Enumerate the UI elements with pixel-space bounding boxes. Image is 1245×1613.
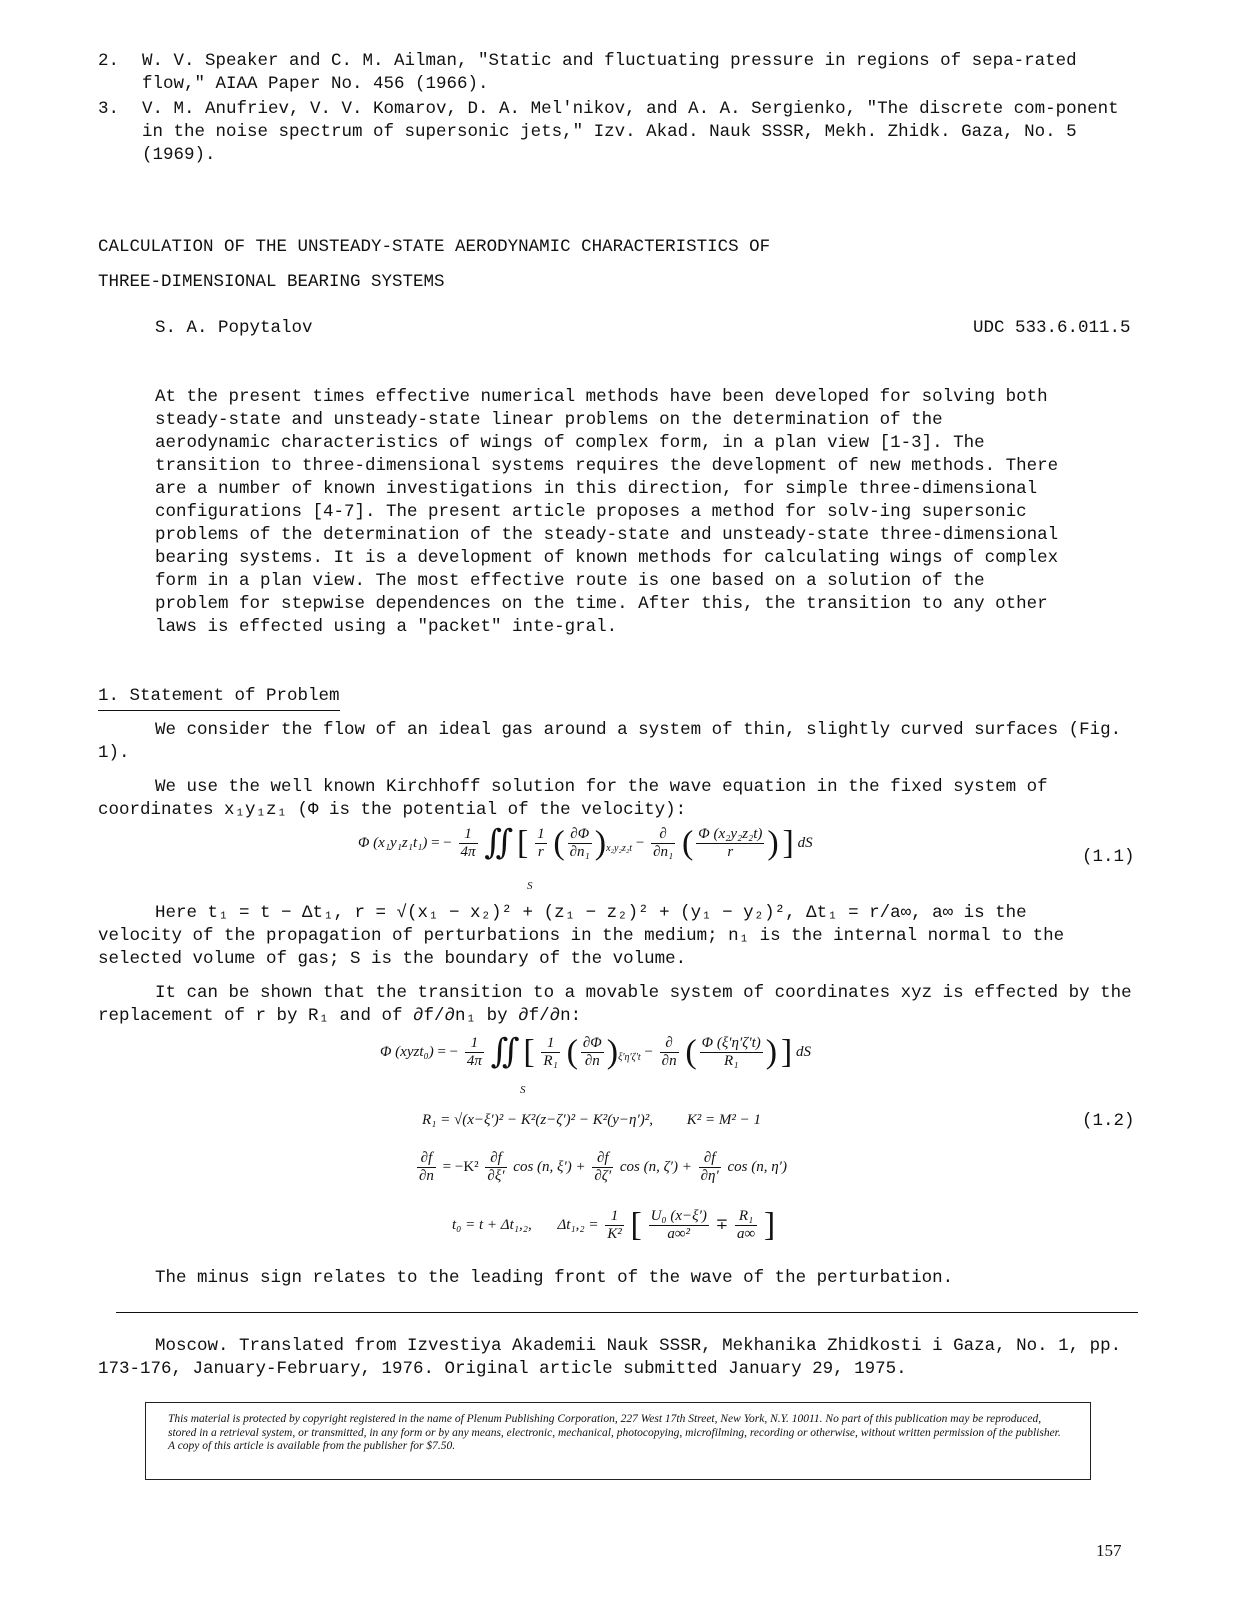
equation-1-2-number: (1.2) — [1082, 1111, 1135, 1131]
integral-domain-label: S — [520, 1084, 526, 1096]
abstract: At the present times effective numerical methods have been developed for solving both steady-state and unsteady-state linear problems on the determination of the aerodynamic characteristics of wings of complex form, in a plan view [1-3]. The transition to three-dimensional systems requires the development of new methods. There are a number of known investigations in this direction, for simple three-dimensional configurations [4-7]. The present article proposes a method for solv-ing supersonic problems of the determination of the steady-state and unsteady-state three-dimensional bearing systems. It is a development of known methods for calculating wings of complex form in a plan view. The most effective route is one based on a solution of the problem for stepwise dependences on the time. After this, the transition to any other laws is effected using a "packet" inte-gral. — [155, 387, 1059, 637]
copyright-notice-box — [145, 1402, 1091, 1480]
udc-code: UDC 533.6.011.5 — [973, 318, 1131, 338]
t0-definition: t₀ = t + Δt₁,₂, — [452, 1216, 532, 1233]
equation-1-2-lhs: Φ (xyzt₀) — [380, 1043, 434, 1060]
footnote-divider — [116, 1312, 1138, 1313]
paragraph-minus-sign: The minus sign relates to the leading front of the wave of the perturbation. — [155, 1268, 954, 1288]
copyright-notice-text: This material is protected by copyright registered in the name of Plenum Publishing Corporation, 227 West 17th Street, New York, N.Y. 10011. No part of this publication may be reproduced, stored in a retrieval system, or transmitted, in any form or by any means, electronic, mechanical, photocopying, microfilming, recording or otherwise, without written permission of the publisher. A copy of this article is available from the publisher for $7.50. — [168, 1413, 1061, 1452]
k-definition: K² = M² − 1 — [686, 1112, 761, 1128]
reference-item — [98, 98, 1138, 167]
translation-footnote: Moscow. Translated from Izvestiya Akademii Nauk SSSR, Mekhanika Zhidkosti i Gaza, No. 1, pp. 173-176, January-February, 1976. Original article submitted January 29, 1975. — [98, 1336, 1122, 1379]
page-number: 157 — [1096, 1541, 1122, 1560]
equation-1-2-potential: Φ (xyzt₀) = − $\frac{1}{4\pi}$ ∬ [ $\frac{1}{\text{R₁}}$ ( $\frac{\partial\Phi}{\partial n}$ )$_{\xi'\eta'\zeta't}$ − $\frac{\partial}{\partial n}$ ( $\frac{\Phi (\xi'\eta'\zeta't)}{\text{R₁}}$ ) ] dS — [380, 1033, 811, 1071]
reference-number: 2. — [98, 51, 120, 71]
author-name: S. A. Popytalov — [155, 318, 313, 338]
paragraph-kirchhoff: We use the well known Kirchhoff solution for the wave equation in the fixed system of coordinates x₁y₁z₁ (Φ is the potential of the velocity): — [98, 777, 1048, 820]
paragraph-movable-system: It can be shown that the transition to a movable system of coordinates xyz is effected by the replacement of r by R₁ and of ∂f/∂n₁ by ∂f/∂n: — [98, 983, 1132, 1026]
article-title-line-1: CALCULATION OF THE UNSTEADY-STATE AERODYNAMIC CHARACTERISTICS OF — [98, 237, 771, 257]
equation-1-1-lhs: Φ (x₁y₁z₁t₁) — [358, 834, 428, 851]
equation-1-2-time: t₀ = t + Δt₁,₂, Δt₁,₂ = $\frac{1}{\text{K²}}$ [ $\frac{\text{U₀ (x−ξ′)}}{\text{a∞²}}$ ∓ $\frac{\text{R₁}}{a\infty}$ ] — [452, 1206, 776, 1244]
equation-1-1: Φ (x₁y₁z₁t₁) = − $\frac{1}{4\pi}$ ∬ [ $\frac{1}{r}$ ( $\frac{\partial\Phi}{\text{∂n₁}}$ )$_{x_2y_2z_2t}$ − $\frac{\partial}{\text{∂n₁}}$ ( $\frac{\text{Φ (x₂y₂z₂t)}}{r}$ ) ] dS — [358, 824, 813, 862]
equation-1-2-r1 — [422, 1112, 761, 1129]
article-title-line-2: THREE-DIMENSIONAL BEARING SYSTEMS — [98, 272, 445, 292]
reference-text: V. M. Anufriev, V. V. Komarov, D. A. Mel'nikov, and A. A. Sergienko, "The discrete com-ponent in the noise spectrum of supersonic jets," Izv. Akad. Nauk SSSR, Mekh. Zhidk. Gaza, No. 5 (1969). — [142, 99, 1119, 165]
equation-1-2-derivative: $\frac{\partial f}{\partial n}$ = −K² $\frac{\partial f}{\partial\xi'}$ cos (n, ξ′) + $\frac{\partial f}{\partial\zeta'}$ cos (n, ζ′) + $\frac{\partial f}{\partial\eta'}$ cos (n, η′) — [419, 1150, 787, 1184]
section-heading: 1. Statement of Problem — [98, 685, 340, 711]
paragraph-flow-description: We consider the flow of an ideal gas around a system of thin, slightly curved surfaces (Fig. 1). — [98, 720, 1122, 763]
reference-item — [98, 50, 1138, 96]
reference-number: 3. — [98, 99, 120, 119]
r1-definition: R₁ = √(x−ξ′)² − K²(z−ζ′)² − K²(y−η′)², — [422, 1112, 653, 1128]
reference-text: W. V. Speaker and C. M. Ailman, "Static and fluctuating pressure in regions of sepa-rated flow," AIAA Paper No. 456 (1966). — [142, 51, 1077, 94]
paragraph-definitions: velocity of the propagation of perturbations in the medium; n₁ is the internal normal to the selected volume of gas; S is the boundary of the volume. — [98, 926, 1065, 969]
equation-1-1-number: (1.1) — [1082, 847, 1135, 867]
integral-domain-label: S — [527, 880, 533, 892]
paragraph-definitions-line-1: Here t₁ = t − Δt₁, r = √(x₁ − x₂)² + (z₁ − z₂)² + (y₁ − y₂)², Δt₁ = r/a∞, a∞ is the — [155, 903, 1027, 923]
